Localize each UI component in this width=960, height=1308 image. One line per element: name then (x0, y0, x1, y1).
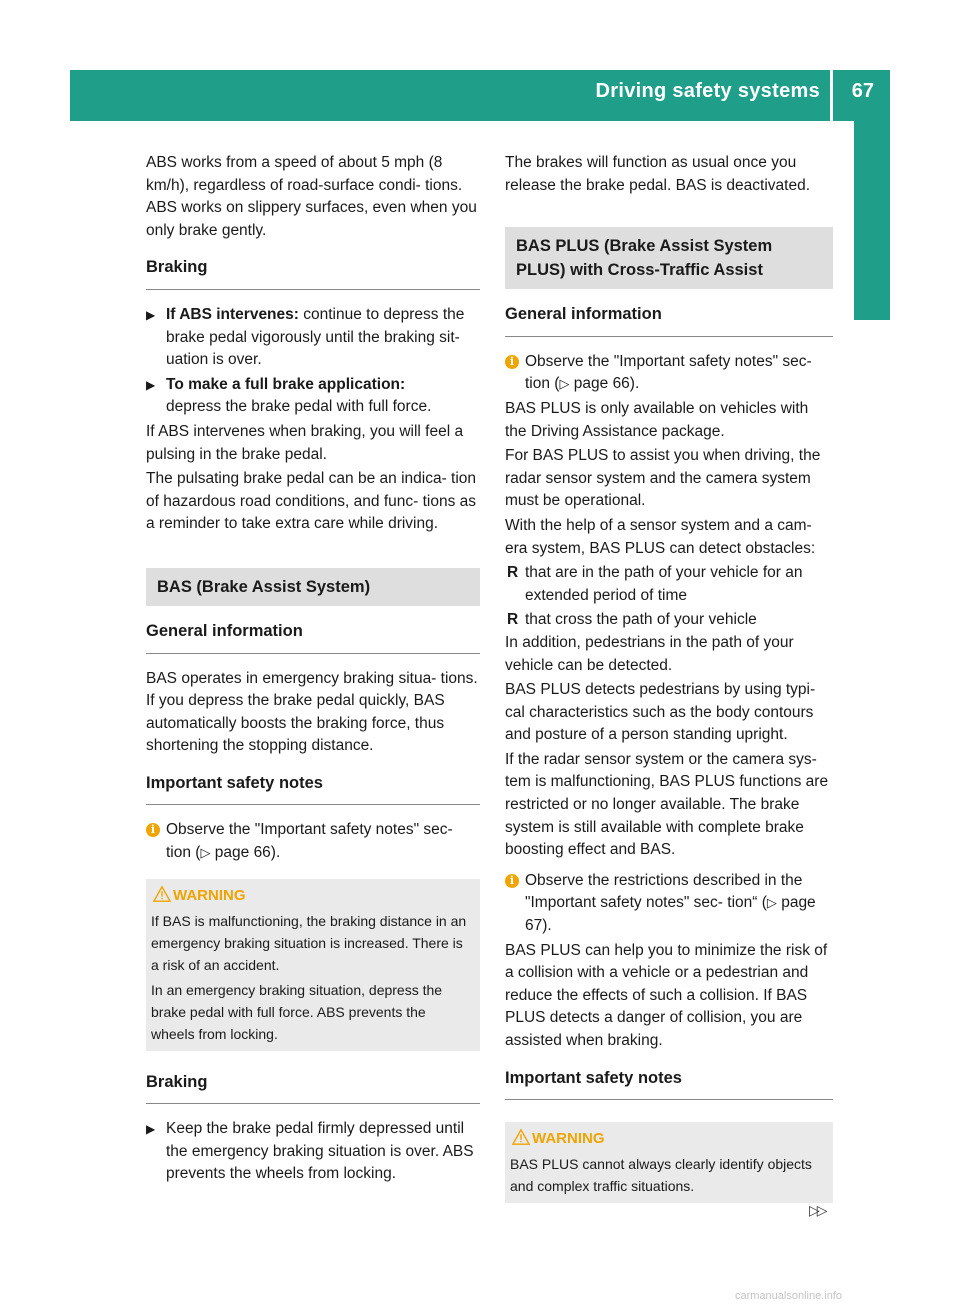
braking-heading-2: Braking (146, 1071, 480, 1105)
list-item (505, 562, 833, 607)
page-ref-link[interactable]: page 66). (210, 844, 281, 862)
info-note (146, 819, 480, 864)
page-ref-arrow-icon: ▷ (559, 376, 570, 392)
bas-deactivated-paragraph: The brakes will function as usual once you release the brake pedal. BAS is deactivated. (505, 154, 811, 194)
warning-paragraph: BAS PLUS cannot always clearly identify objects and complex traffic situations. (510, 1156, 812, 1195)
pulsing-paragraph: If ABS intervenes when braking, you will feel a pulsing in the brake pedal. (146, 422, 464, 463)
step-full-brake (146, 374, 480, 419)
operational-paragraph: For BAS PLUS to assist you when driving, the radar sensor system and the camera system must be operational. (505, 447, 821, 510)
step-text: Keep the brake pedal firmly depressed until the emergency braking situation is over. ABS prevents the wheels from locking. (166, 1120, 474, 1183)
info-text: Observe the "Important safety notes" sec- tion ( (166, 821, 453, 862)
warning-paragraph: If BAS is malfunctioning, the braking distance in an emergency braking situation is increased. There is a risk of an accident. (151, 912, 467, 973)
step-abs-intervenes (146, 304, 480, 372)
availability-paragraph: BAS PLUS is only available on vehicles with the Driving Assistance package. (505, 399, 809, 440)
bas-general-paragraph: BAS operates in emergency braking situa- tions. If you depress the brake pedal quickly, BAS automatically boosts the braking force, thus shortening the stopping distance. (146, 669, 478, 755)
detection-paragraph: With the help of a sensor system and a cam- era system, BAS PLUS can detect obstacles: (505, 516, 816, 557)
warning-triangle-icon (153, 885, 171, 903)
warning-title (510, 1128, 825, 1150)
pulsating-paragraph: The pulsating brake pedal can be an indica- tion of hazardous road conditions, and func- tions as a reminder to take extra care while driving. (146, 470, 477, 533)
warning-paragraph: In an emergency braking situation, depress the brake pedal with full force. ABS prevents the wheels from locking. (151, 981, 443, 1042)
general-info-heading: General information (146, 620, 480, 654)
header-divider (830, 70, 833, 121)
warning-box (505, 1122, 833, 1203)
page-number: 67 (851, 80, 874, 102)
info-icon: i (505, 355, 519, 369)
warning-title (151, 885, 472, 907)
warning-label: WARNING (173, 886, 246, 904)
step-bold-label: To make a full brake application: (166, 375, 406, 393)
watermark: carmanualsonline.info (735, 1290, 843, 1302)
page-ref-link[interactable]: page 67). (525, 894, 816, 935)
list-item-text: that cross the path of your vehicle (525, 611, 757, 629)
warning-triangle-icon (512, 1128, 530, 1146)
bullet-icon: R (507, 611, 519, 629)
step-bold-label: If ABS intervenes: (166, 305, 299, 323)
characteristics-paragraph: BAS PLUS detects pedestrians by using typi- cal characteristics such as the body contours and posture of a person standing upright. (505, 681, 816, 744)
info-note (505, 870, 833, 938)
info-icon: i (146, 823, 160, 837)
info-note (505, 351, 833, 396)
bullet-icon: R (507, 564, 519, 582)
section-title: Driving safety systems (595, 80, 820, 102)
step-arrow-icon: ▶ (146, 1122, 156, 1137)
bas-plus-section-band (505, 227, 833, 289)
step-text: depress the brake pedal with full force. (166, 398, 432, 416)
general-info-heading: General information (505, 303, 833, 337)
malfunction-paragraph: If the radar sensor system or the camera sys- tem is malfunctioning, BAS PLUS functions are restricted or no longer available. The brake system is still available with complete brake boosting effect and BAS. (505, 750, 829, 859)
collision-paragraph: BAS PLUS can help you to minimize the risk of a collision with a vehicle or a pedestrian and reduce the effects of such a collision. If BAS PLUS detects a danger of collision, you are assisted when braking. (505, 941, 828, 1049)
bas-plus-section-title: BAS PLUS (Brake Assist System PLUS) with Cross-Traffic Assist (516, 237, 773, 280)
step-text: continue to depress the brake pedal vigorously until the braking sit- uation is over. (166, 305, 465, 369)
list-item-text: that are in the path of your vehicle for an extended period of time (525, 564, 803, 604)
page-header (70, 70, 890, 121)
warning-label: WARNING (532, 1130, 605, 1148)
left-column (146, 152, 480, 1186)
info-icon: i (505, 874, 519, 888)
abs-intro-paragraph: ABS works from a speed of about 5 mph (8 km/h), regardless of road-surface condi- tions. ABS works on slippery surfaces, even when you only brake gently. (146, 154, 477, 239)
warning-box (146, 879, 480, 1051)
braking-heading: Braking (146, 256, 480, 290)
chapter-label: Safety (857, 241, 880, 305)
page-ref-arrow-icon: ▷ (766, 895, 777, 911)
step-arrow-icon: ▶ (146, 307, 156, 322)
step-keep-pedal (146, 1118, 480, 1186)
important-safety-heading: Important safety notes (505, 1067, 833, 1101)
list-item (505, 609, 833, 632)
step-arrow-icon: ▶ (146, 377, 156, 392)
right-column (505, 152, 833, 1203)
important-safety-heading: Important safety notes (146, 772, 480, 806)
page-ref-link[interactable]: page 66). (569, 375, 640, 393)
info-text: Observe the restrictions described in the "Important safety notes" sec- tion“ ( (525, 871, 803, 912)
continue-arrows-icon: ▷▷ (809, 1202, 825, 1218)
bas-section-band (146, 568, 480, 606)
pedestrian-paragraph: In addition, pedestrians in the path of your vehicle can be detected. (505, 633, 794, 674)
bas-section-title: BAS (Brake Assist System) (157, 577, 371, 596)
page-ref-arrow-icon: ▷ (200, 845, 211, 861)
info-text: Observe the "Important safety notes" sec- tion ( (525, 352, 812, 393)
